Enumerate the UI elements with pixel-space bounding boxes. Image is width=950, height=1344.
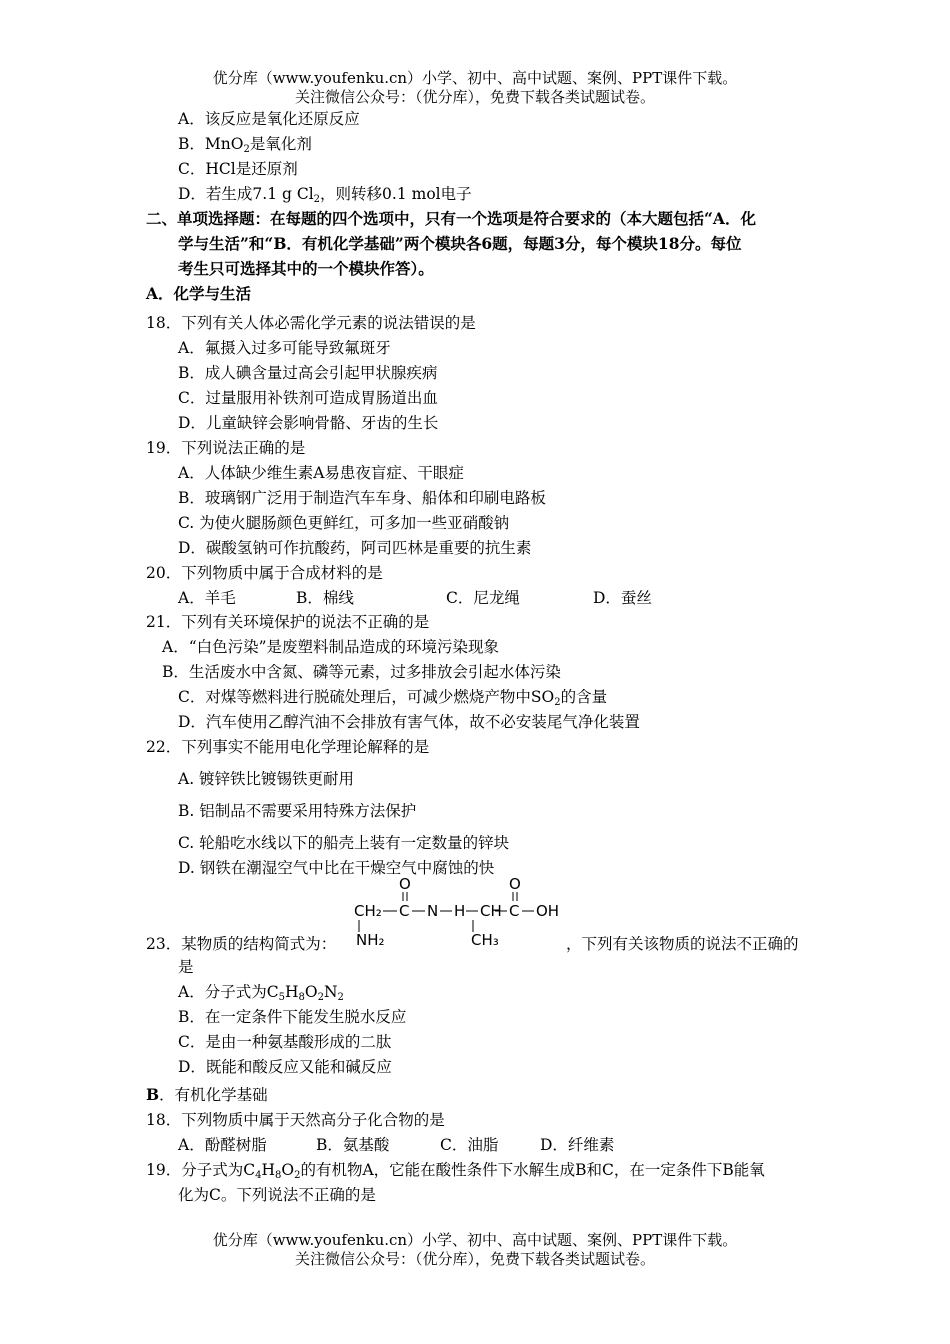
formula-nh2: NH₂: [356, 931, 385, 949]
qa21-option-a: A．“白色污染”是废塑料制品造成的环境污染现象: [162, 638, 500, 656]
qa23-option-a: A．分子式为$C_5H_8O_2N_2$: [178, 983, 344, 1003]
formula-h: H: [454, 902, 466, 920]
qa21-stem: 21．下列有关环境保护的说法不正确的是: [146, 613, 430, 631]
qa19-option-c: C. 为使火腿肠颜色更鲜红，可多加一些亚硝酸钠: [178, 514, 510, 532]
formula-ch: CH: [480, 902, 502, 920]
qb18-stem: 18．下列物质中属于天然高分子化合物的是: [146, 1111, 445, 1129]
formula-o2: O: [509, 875, 521, 893]
formula-c1: C: [399, 902, 410, 920]
qa22-option-d: D. 钢铁在潮湿空气中比在干燥空气中腐蚀的快: [178, 859, 495, 877]
formula-c2: C: [509, 902, 520, 920]
qa21-option-b: B．生活废水中含氮、磷等元素，过多排放会引起水体污染: [162, 663, 561, 681]
qa23-stem-tail: ，下列有关该物质的说法不正确的: [566, 935, 799, 953]
header-line-2: 关注微信公众号：（优分库），免费下载各类试题试卷。: [294, 88, 655, 106]
prev-option-d: D．若生成7.1 g $Cl_2$，则转移0.1 mol电子: [178, 185, 472, 205]
section2-heading-line1: 二、单项选择题：在每题的四个选项中，只有一个选项是符合要求的（本大题包括“A．化: [146, 209, 756, 228]
qb19-stem: 19．分子式为$C_4H_8O_2$的有机物A，它能在酸性条件下水解生成B和C，在一定条件下B能氧: [146, 1161, 765, 1181]
formula-oh: OH: [536, 902, 560, 920]
section2-heading-line2: 学与生活”和“B．有机化学基础”两个模块各6题，每题3分，每个模块18分。每位: [178, 234, 742, 253]
qa20-option-b: B．棉线: [296, 589, 354, 607]
qa23-stem: 23．某物质的结构简式为：: [146, 935, 337, 953]
qa21-option-c: C．对煤等燃料进行脱硫处理后，可减少燃烧产物中$SO_2$的含量: [178, 688, 608, 708]
module-a-title: A．化学与生活: [146, 284, 252, 303]
qb18-option-a: A．酚醛树脂: [178, 1136, 267, 1154]
prev-option-b: B．MnO$_2$是氧化剂: [178, 135, 312, 155]
qb18-option-d: D．纤维素: [540, 1136, 615, 1154]
qa20-stem: 20．下列物质中属于合成材料的是: [146, 564, 383, 582]
qa22-option-a: A. 镀锌铁比镀锡铁更耐用: [178, 770, 355, 788]
qb18-option-c: C．油脂: [440, 1136, 499, 1154]
qa19-option-a: A．人体缺少维生素A易患夜盲症、干眼症: [178, 464, 464, 482]
qa18-option-d: D．儿童缺锌会影响骨骼、牙齿的生长: [178, 414, 439, 432]
qa20-option-a: A．羊毛: [178, 589, 236, 607]
qa18-option-b: B．成人碘含量过高会引起甲状腺疾病: [178, 364, 438, 382]
qb19-stem-cont: 化为C。下列说法不正确的是: [178, 1186, 376, 1204]
header-line-1: 优分库（www.youfenku.cn）小学、初中、高中试题、案例、PPT课件下载。: [212, 69, 738, 87]
qa23-option-b: B．在一定条件下能发生脱水反应: [178, 1008, 407, 1026]
footer-line-1: 优分库（www.youfenku.cn）小学、初中、高中试题、案例、PPT课件下载。: [212, 1231, 738, 1249]
formula-o1: O: [399, 875, 411, 893]
qa20-option-d: D．蚕丝: [593, 589, 652, 607]
qa22-option-b: B. 铝制品不需要采用特殊方法保护: [178, 802, 417, 820]
formula-n: N: [427, 902, 439, 920]
qa21-option-d: D．汽车使用乙醇汽油不会排放有害气体，故不必安装尾气净化装置: [178, 713, 640, 731]
module-b-title: B．有机化学基础: [146, 1085, 268, 1104]
formula-ch3: CH₃: [471, 931, 499, 949]
prev-option-a: A．该反应是氧化还原反应: [178, 110, 360, 128]
qa22-stem: 22．下列事实不能用电化学理论解释的是: [146, 738, 430, 756]
qa18-stem: 18．下列有关人体必需化学元素的说法错误的是: [146, 314, 476, 332]
qa19-stem: 19．下列说法正确的是: [146, 439, 306, 457]
qa22-option-c: C. 轮船吃水线以下的船壳上装有一定数量的锌块: [178, 834, 510, 852]
structural-formula: [350, 874, 566, 950]
qa23-option-d: D．既能和酸反应又能和碱反应: [178, 1058, 392, 1076]
qa18-option-c: C．过量服用补铁剂可造成胃肠道出血: [178, 389, 438, 407]
qa18-option-a: A．氟摄入过多可能导致氟斑牙: [178, 339, 391, 357]
qa23-stem-cont: 是: [178, 958, 194, 976]
prev-option-c: C．HCl是还原剂: [178, 160, 298, 178]
qa19-option-b: B．玻璃钢广泛用于制造汽车车身、船体和印刷电路板: [178, 489, 546, 507]
section2-heading-line3: 考生只可选择其中的一个模块作答）。: [178, 259, 434, 278]
formula-ch2: CH₂: [354, 902, 382, 920]
qb18-option-b: B．氨基酸: [316, 1136, 390, 1154]
qa20-option-c: C．尼龙绳: [446, 589, 520, 607]
footer-line-2: 关注微信公众号：（优分库），免费下载各类试题试卷。: [294, 1250, 655, 1268]
qa19-option-d: D．碳酸氢钠可作抗酸药，阿司匹林是重要的抗生素: [178, 539, 532, 557]
qa23-option-c: C．是由一种氨基酸形成的二肽: [178, 1033, 392, 1051]
